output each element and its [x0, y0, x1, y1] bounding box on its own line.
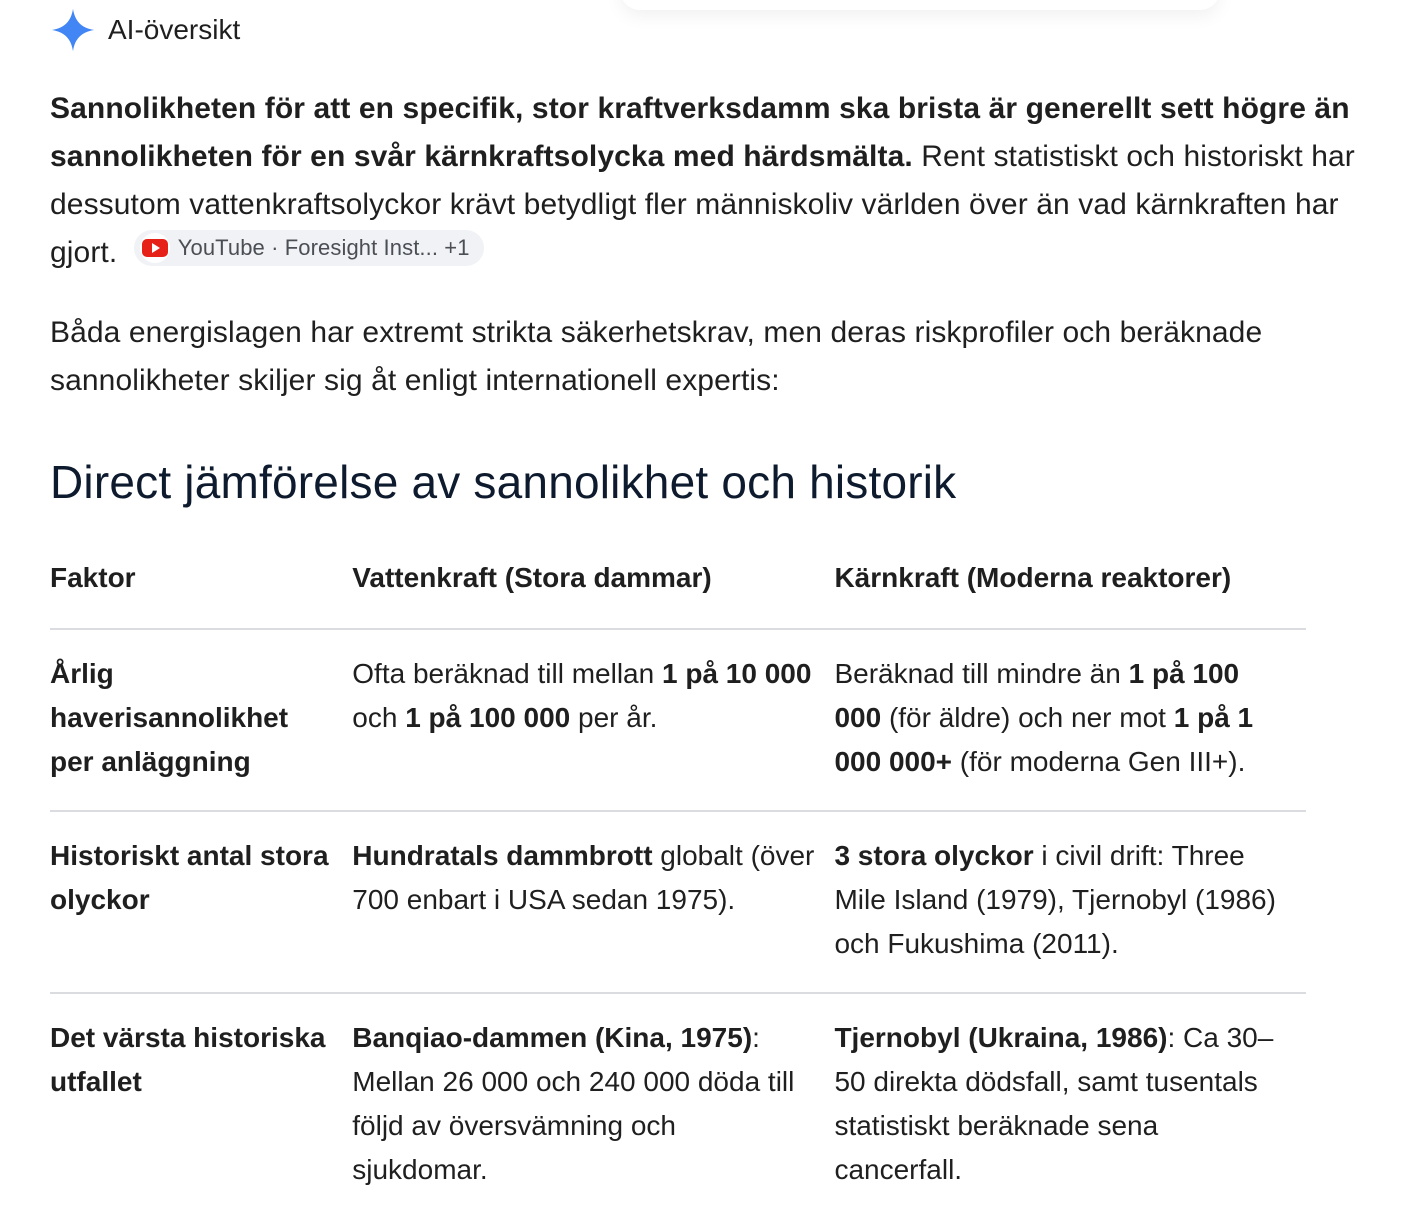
source-chip[interactable] [134, 230, 484, 266]
floating-bar-shadow [620, 0, 1220, 10]
table-row [50, 993, 1306, 1218]
ai-overview-title: AI-översikt [108, 14, 241, 45]
header-hydro: Vattenkraft (Stora dammar) [352, 552, 834, 629]
youtube-icon [140, 233, 170, 263]
cell-nuclear [834, 629, 1306, 811]
context-paragraph: Båda energislagen har extremt strikta säkerhetskrav, men deras riskprofiler och beräknade sannolikheter skiljer sig åt enligt internationell expertis: [50, 316, 1263, 397]
intro-summary-rest: Rent statistiskt och historiskt har dessutom vattenkraftsolyckor krävt betydligt fler människoliv världen över än vad kärnkraften har gjort. [50, 140, 1355, 269]
cell-hydro [352, 629, 834, 811]
header-nuclear: Kärnkraft (Moderna reaktorer) [834, 552, 1306, 629]
cell-hydro [352, 811, 834, 993]
cell-nuclear-text: Beräknad till mindre än [834, 658, 1129, 689]
cell-factor: Årlig haverisannolikhet per anläggning [50, 629, 352, 811]
comparison-table [50, 552, 1306, 1218]
cell-hydro-text: : Mellan 26 000 och 240 000 döda till följd av översvämning och sjukdomar. [352, 1022, 795, 1185]
cell-nuclear-text: Tjernobyl (Ukraina, 1986) [834, 1022, 1168, 1053]
source-chip-label: YouTube · Foresight Inst... +1 [177, 235, 470, 260]
table-header-row [50, 552, 1306, 629]
cell-nuclear-text: : Ca 30–50 direkta dödsfall, samt tusentals statistiskt beräknade sena cancerfall. [834, 1022, 1274, 1185]
cell-hydro-text: per år. [570, 702, 658, 733]
sparkle-icon [50, 7, 96, 53]
cell-nuclear-text: (för äldre) och ner mot [881, 702, 1174, 733]
header-factor: Faktor [50, 552, 352, 629]
cell-nuclear-text: 1 på 1 000 000+ [834, 702, 1254, 777]
cell-factor: Historiskt antal stora olyckor [50, 811, 352, 993]
table-row [50, 629, 1306, 811]
intro-summary-bold: Sannolikheten för att en specifik, stor kraftverksdamm ska brista är generellt sett högre än sannolikheten för en svår kärnkraftsolycka med härdsmälta. [50, 92, 1350, 173]
ai-overview-header [50, 8, 240, 52]
cell-nuclear [834, 993, 1306, 1218]
cell-nuclear-text: 1 på 100 000 [834, 658, 1240, 733]
section-heading: Direct jämförelse av sannolikhet och historik [50, 456, 957, 508]
cell-nuclear-text: i civil drift: Three Mile Island (1979), Tjernobyl (1986) och Fukushima (2011). [834, 840, 1276, 959]
intro-paragraph [50, 85, 1380, 277]
cell-hydro-text: Banqiao-dammen (Kina, 1975) [352, 1022, 753, 1053]
cell-hydro-text: Ofta beräknad till mellan [352, 658, 662, 689]
cell-nuclear-text: 3 stora olyckor [834, 840, 1034, 871]
cell-hydro-text: och [352, 702, 406, 733]
cell-hydro-text: Hundratals dammbrott [352, 840, 653, 871]
cell-nuclear-text: (för moderna Gen III+). [952, 746, 1246, 777]
cell-hydro [352, 993, 834, 1218]
table-row [50, 811, 1306, 993]
cell-hydro-text: 1 på 100 000 [405, 702, 571, 733]
cell-hydro-text: 1 på 10 000 [661, 658, 812, 689]
cell-nuclear [834, 811, 1306, 993]
cell-factor: Det värsta historiska utfallet [50, 1022, 326, 1097]
cell-hydro-text: globalt (över 700 enbart i USA sedan 1975). [352, 840, 815, 915]
